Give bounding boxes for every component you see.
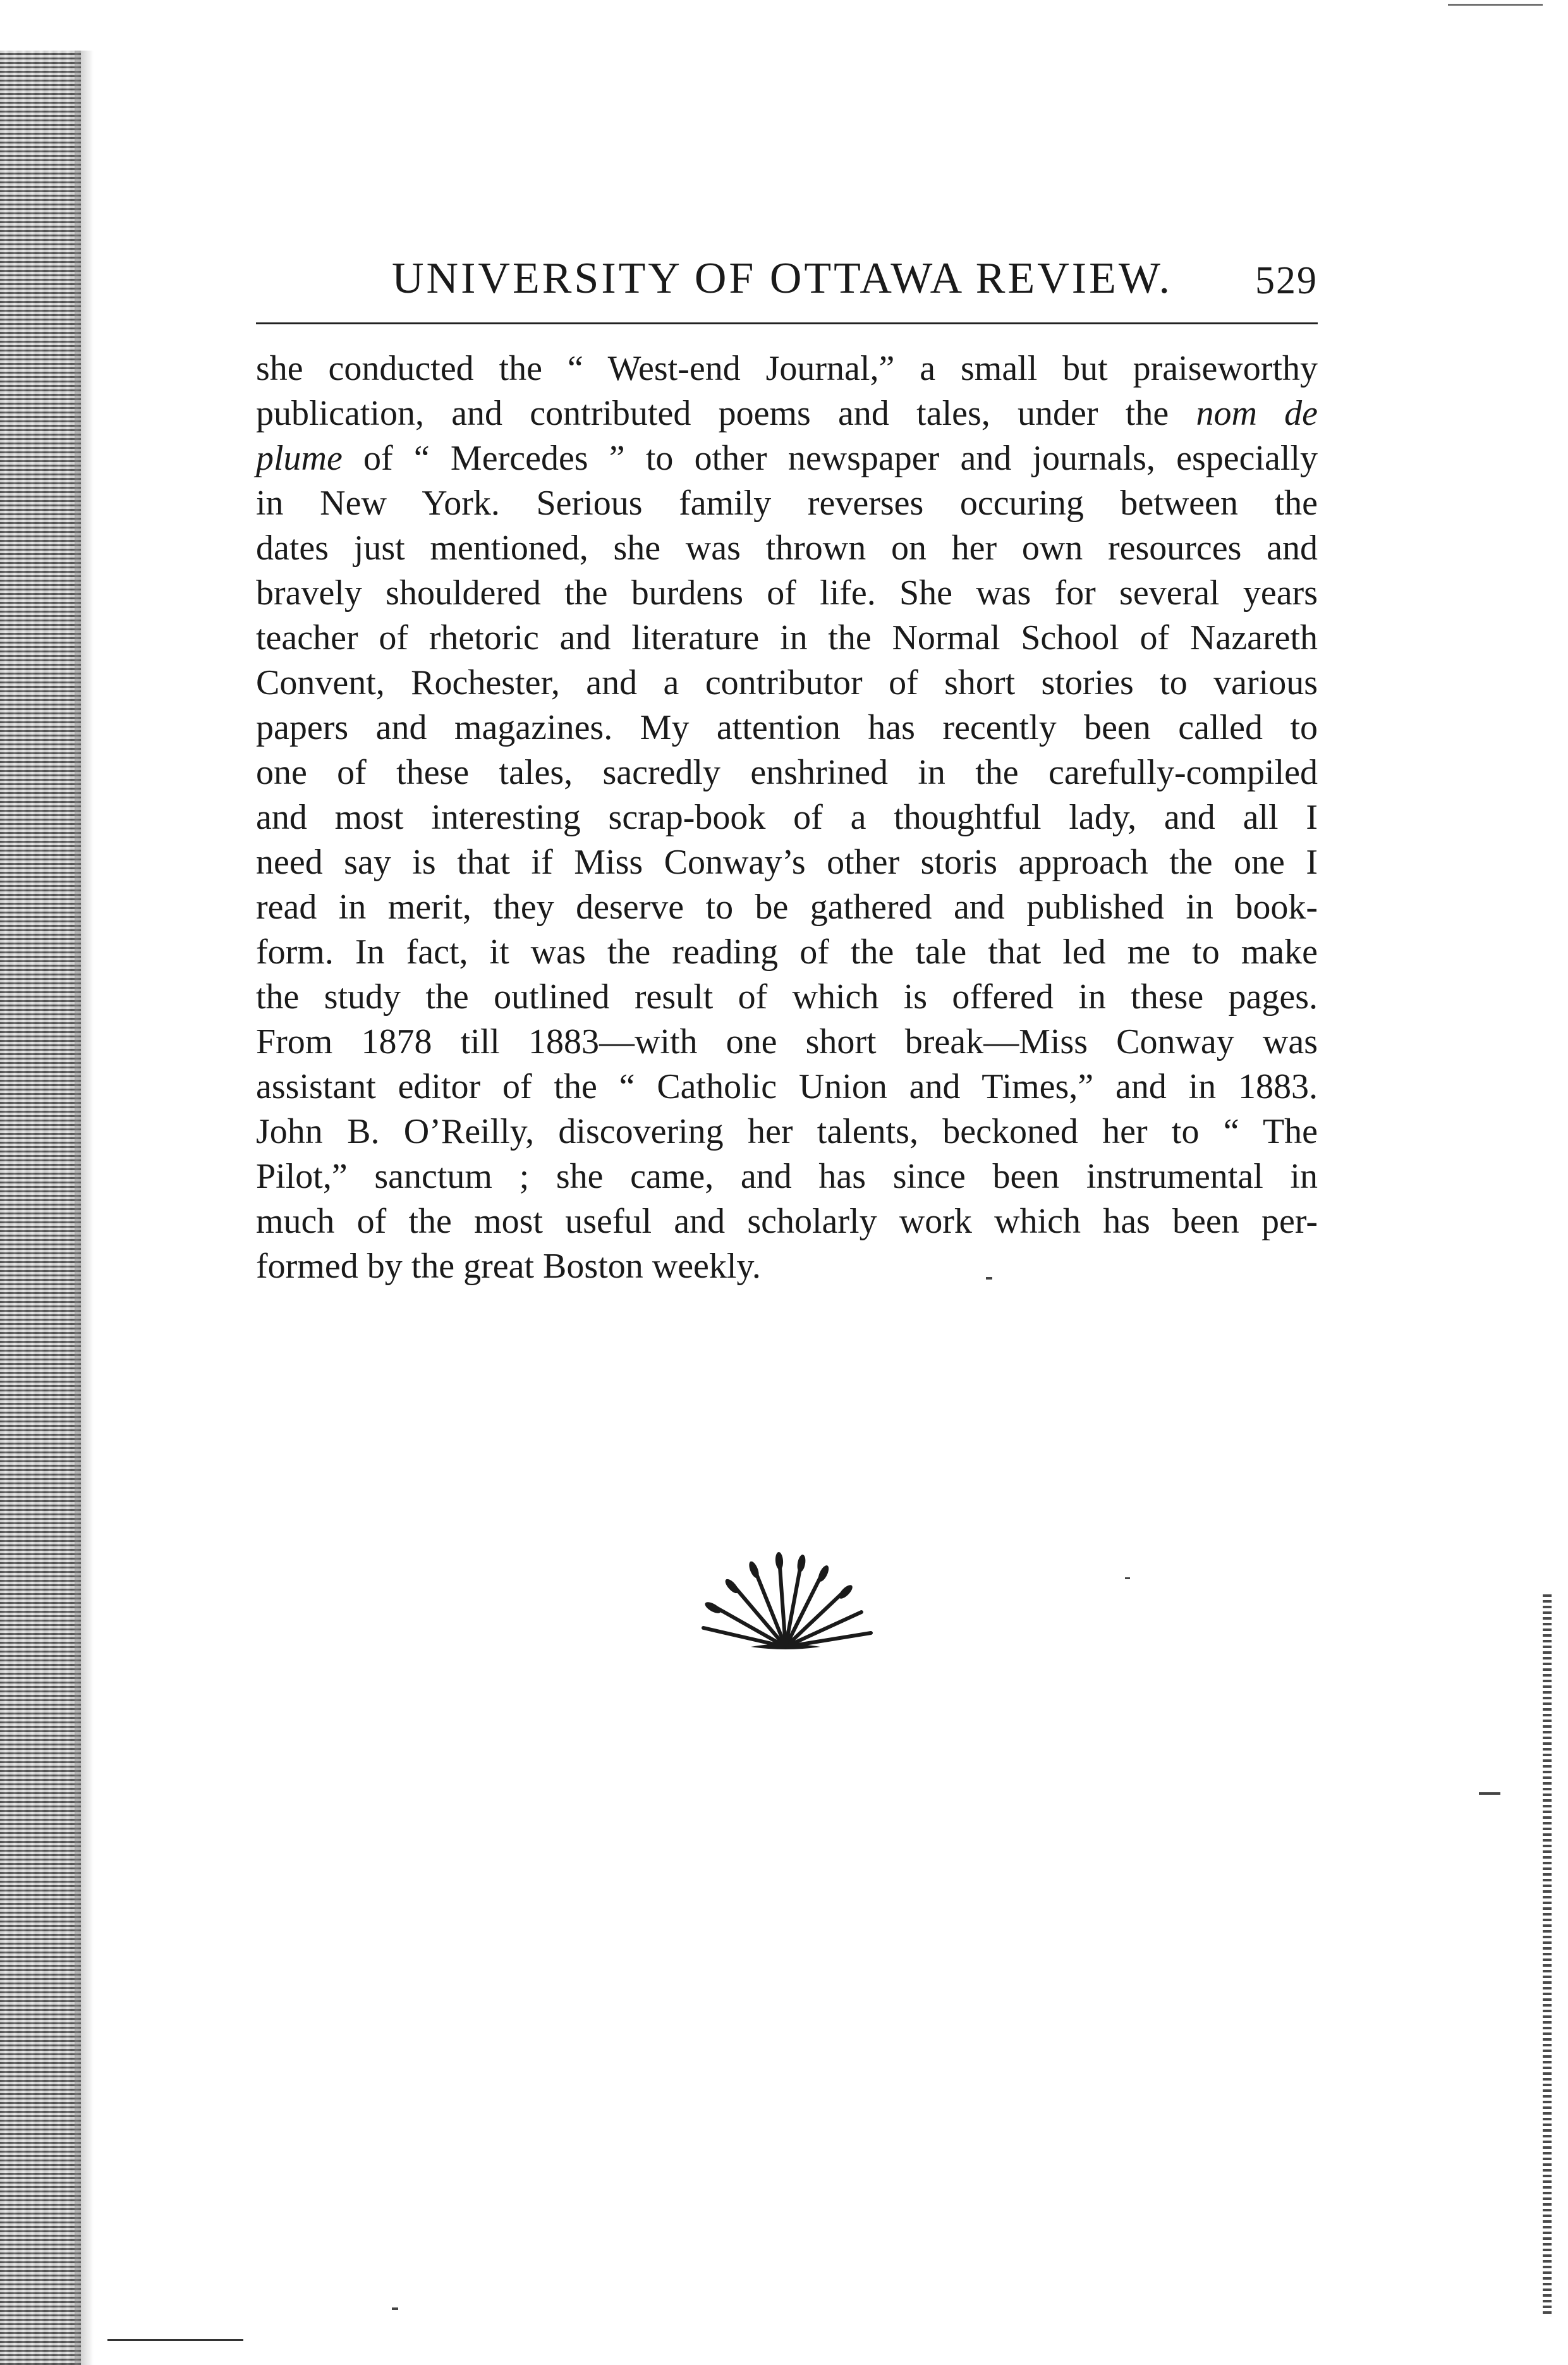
running-head [256, 250, 1318, 319]
text-line-segment: of “ Mercedes ” to other newspaper and journals, especially [342, 439, 1318, 478]
header-rule [256, 322, 1318, 324]
binding-shadow [75, 51, 94, 2365]
text-line: dates just mentioned, she was thrown on her own resources and [256, 529, 1318, 568]
text-line: in New York. Serious family reverses occuring between the [256, 484, 1318, 523]
bottom-scan-rule [107, 2339, 243, 2341]
text-line: need say is that if Miss Conway’s other storis approach the one I [256, 843, 1318, 882]
text-line: read in merit, they deserve to be gathered and published in book- [256, 888, 1318, 927]
page-number: 529 [1255, 259, 1318, 302]
text-line: she conducted the “ West-end Journal,” a small but praiseworthy [256, 349, 1318, 388]
right-scan-artefact [1543, 1593, 1552, 2314]
text-line: much of the most useful and scholarly work which has been per- [256, 1202, 1318, 1241]
journal-title: UNIVERSITY OF OTTAWA REVIEW. [392, 254, 1172, 303]
text-line: papers and magazines. My attention has recently been called to [256, 708, 1318, 747]
italic-phrase: nom de [1196, 394, 1318, 433]
corner-scan-mark [1448, 4, 1543, 9]
stray-mark [1125, 1577, 1130, 1579]
scanned-binding-edge [0, 51, 81, 2365]
text-line: assistant editor of the “ Catholic Union and Times,” and in 1883. [256, 1067, 1318, 1106]
text-line: and most interesting scrap-book of a thoughtful lady, and all I [256, 798, 1318, 837]
text-line: bravely shouldered the burdens of life. She was for several years [256, 573, 1318, 613]
text-line: Convent, Rochester, and a contributor of short stories to various [256, 663, 1318, 702]
wheat-sheaf-ornament-icon [691, 1552, 880, 1659]
text-line: formed by the great Boston weekly. [256, 1247, 761, 1286]
body-paragraph [256, 346, 1318, 1289]
italic-phrase: plume [256, 439, 343, 478]
text-line [256, 436, 1318, 481]
text-line: form. In fact, it was the reading of the tale that led me to make [256, 932, 1318, 972]
text-line: the study the outlined result of which is offered in these pages. [256, 977, 1318, 1017]
text-line: From 1878 till 1883—with one short break—Miss Conway was [256, 1022, 1318, 1061]
stray-mark [1479, 1792, 1500, 1795]
text-line [256, 391, 1318, 436]
text-line-segment: publication, and contributed poems and tales, under the [256, 394, 1169, 433]
stray-mark [392, 2307, 398, 2310]
text-line: John B. O’Reilly, discovering her talents, beckoned her to “ The [256, 1112, 1318, 1151]
text-line: one of these tales, sacredly enshrined in the carefully-compiled [256, 753, 1318, 792]
text-line: Pilot,” sanctum ; she came, and has since been instrumental in [256, 1157, 1318, 1196]
text-line: teacher of rhetoric and literature in the Normal School of Nazareth [256, 618, 1318, 657]
